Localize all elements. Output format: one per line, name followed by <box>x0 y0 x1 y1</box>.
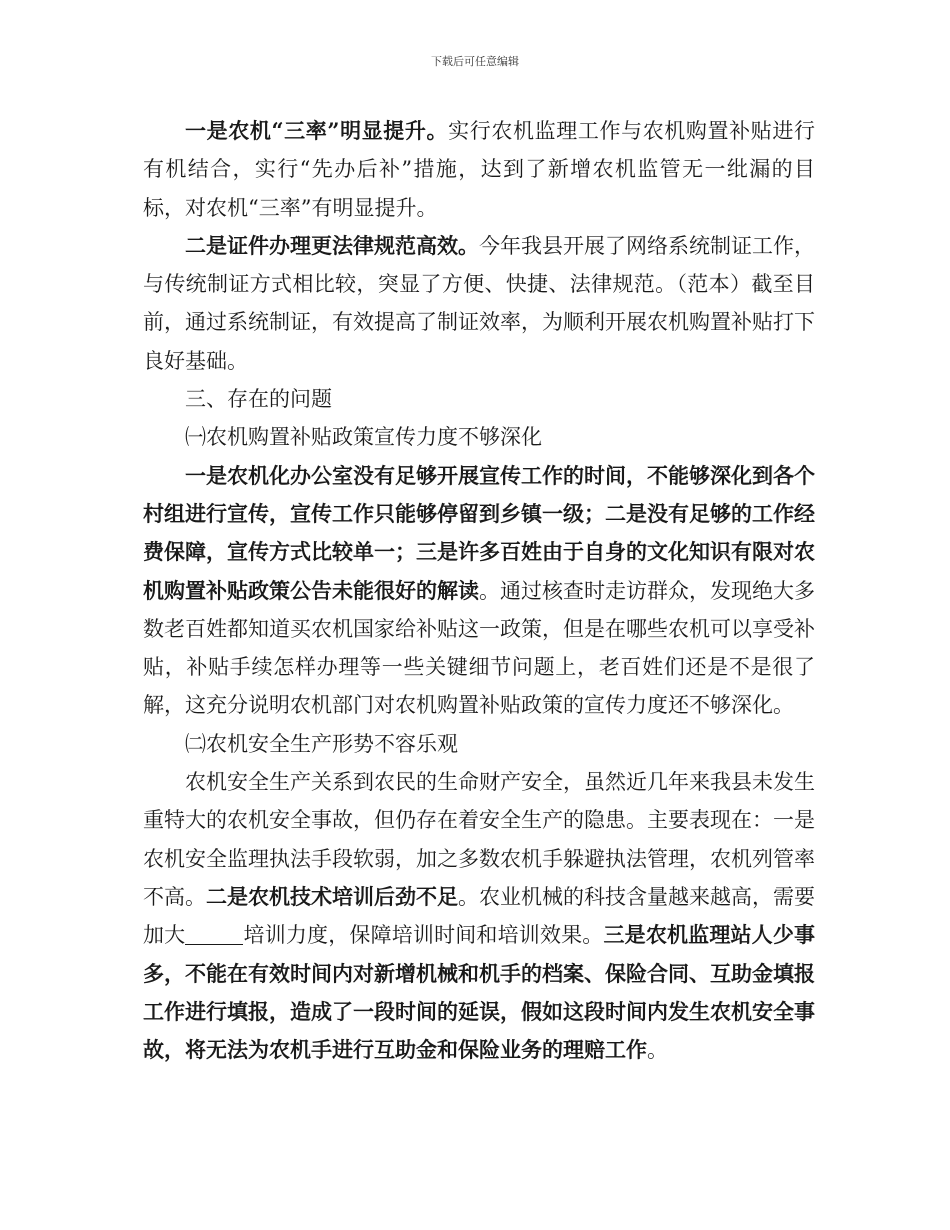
paragraph-safety <box>143 763 815 1069</box>
paragraph-text: 。 <box>647 1038 668 1063</box>
paragraph-bold: 三是农机监理站人少事多，不能在有效时间内对新增机械和机手的档案、保险合同、互助金填报工作进行填报，造成了一段时间的延误，假如这段时间内发生农机安全事故，将无法为农机手进行互助金和保险业务的理赔工作 <box>143 922 816 1063</box>
paragraph-text: 实行农机监理工作与农机购置补贴进行有机结合，实行“先办后补”措施，达到了新增农机监管无一纰漏的目标，对农机“三率”有明显提升。 <box>143 119 815 220</box>
section-heading-problems: 三、存在的问题 <box>185 387 332 412</box>
paragraph-text: 。农业机械的科技含量越来越高，需要加大 <box>143 884 815 948</box>
page-header: 下载后可任意编辑 <box>431 55 519 68</box>
paragraph-certificate <box>143 227 815 380</box>
paragraph-publicity-problems <box>143 457 815 725</box>
paragraph-rate-improvement <box>143 112 815 227</box>
paragraph-text: 培训力度，保障培训时间和培训效果。 <box>243 923 604 948</box>
paragraph-text: 今年我县开展了网络系统制证工作，与传统制证方式相比较，突显了方便、快捷、法律规范。（范本）截至目前，通过系统制证，有效提高了制证效率，为顺利开展农机购置补贴打下良好基础。 <box>143 233 815 373</box>
paragraph-text: 。通过核查时走访群众，发现绝大多数老百姓都知道买农机国家给补贴这一政策，但是在哪些农机可以享受补贴，补贴手续怎样办理等一些关键细节问题上，老百姓们还是不是很了解，这充分说明农机部门对农机购置补贴政策的宣传力度还不够深化。 <box>143 578 815 718</box>
paragraph-lead: 一是农机化办公室没有足够开展宣传工作的时间，不能够深化到各个村组进行宣传，宣传工作只能够停留到乡镇一级；二是没有足够的工作经费保障，宣传方式比较单一；三是许多百姓由于自身的文化知识有限对农机购置补贴政策公告未能很好的解读 <box>143 462 815 603</box>
subheading-safety-production: ㈡农机安全生产形势不容乐观 <box>185 731 458 756</box>
document-body <box>143 112 815 1069</box>
subheading-subsidy-publicity: ㈠农机购置补贴政策宣传力度不够深化 <box>185 425 542 450</box>
paragraph-lead: 二是证件办理更法律规范高效。 <box>185 232 479 258</box>
paragraph-lead: 一是农机“三率”明显提升。 <box>185 118 449 143</box>
paragraph-text: 农机安全生产关系到农民的生命财产安全，虽然近几年来我县未发生重特大的农机安全事故，但仍存在着安全生产的隐患。主要表现在：一是农机安全监理执法手段软弱，加之多数农机手躲避执法管理，农机列管率不高。 <box>143 770 815 909</box>
blank-underline <box>185 923 243 945</box>
paragraph-bold: 二是农机技术培训后劲不足 <box>206 883 458 909</box>
